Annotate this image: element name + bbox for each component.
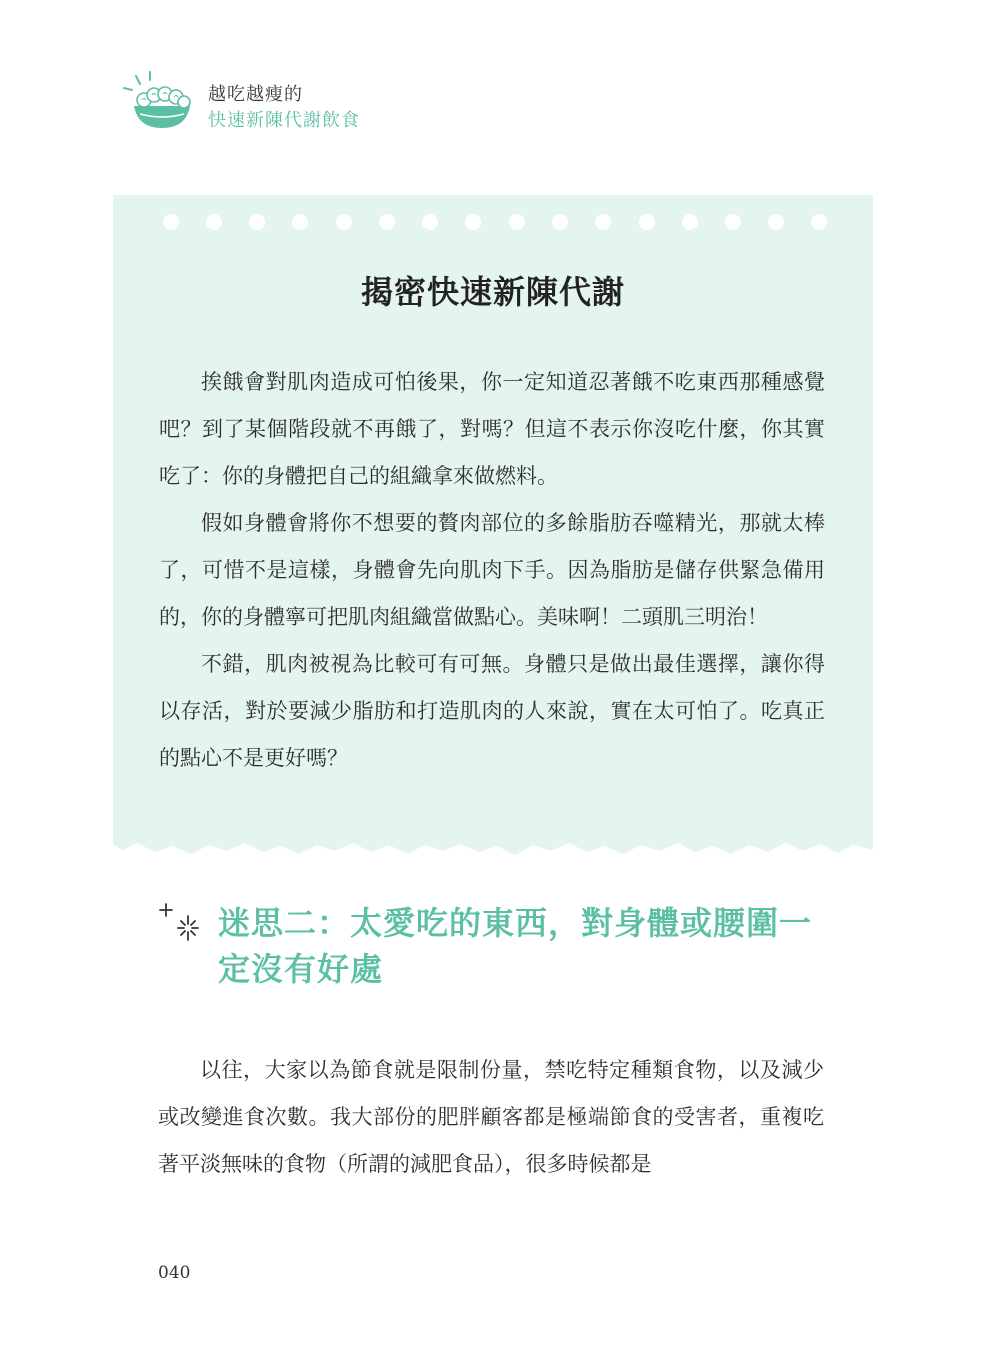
sparkle-icon (156, 902, 204, 948)
binder-hole (639, 214, 655, 230)
binder-hole (336, 214, 352, 230)
section-title: 迷思二：太愛吃的東西，對身體或腰圍一定沒有好處 (218, 904, 813, 988)
salad-bowl-icon (120, 70, 200, 132)
note-paragraph: 不錯，肌肉被視為比較可有可無。身體只是做出最佳選擇，讓你得以存活，對於要減少脂肪和打造肌肉的人來說，實在太可怕了。吃真正的點心不是更好嗎？ (159, 652, 825, 770)
binder-hole (379, 214, 395, 230)
binder-hole (163, 214, 179, 230)
section-heading (156, 900, 836, 1000)
body-paragraph: 以往，大家以為節食就是限制份量，禁吃特定種類食物，以及減少或改變進食次數。我大部份的肥胖顧客都是極端節食的受害者，重複吃著平淡無味的食物（所謂的減肥食品），很多時候都是 (158, 1058, 824, 1176)
binder-hole (249, 214, 265, 230)
binder-hole (682, 214, 698, 230)
binder-hole (206, 214, 222, 230)
page-number: 040 (158, 1263, 191, 1283)
binder-hole (811, 214, 827, 230)
binder-hole (595, 214, 611, 230)
binder-holes (163, 214, 829, 232)
sidebar-note-box (113, 195, 873, 863)
note-body (159, 359, 825, 782)
binder-hole (552, 214, 568, 230)
binder-hole (768, 214, 784, 230)
running-header (120, 70, 440, 140)
binder-hole (422, 214, 438, 230)
binder-hole (292, 214, 308, 230)
main-body-text (158, 1047, 824, 1188)
book-title-line1: 越吃越瘦的 (208, 84, 303, 105)
book-title-line2: 快速新陳代謝飲食 (208, 110, 360, 131)
note-paragraph: 假如身體會將你不想要的贅肉部位的多餘脂肪吞噬精光，那就太棒了，可惜不是這樣，身體會先向肌肉下手。因為脂肪是儲存供緊急備用的，你的身體寧可把肌肉組織當做點心。美味啊！二頭肌三明治！ (159, 511, 825, 629)
binder-hole (725, 214, 741, 230)
binder-hole (465, 214, 481, 230)
note-title: 揭密快速新陳代謝 (360, 273, 625, 311)
binder-hole (509, 214, 525, 230)
note-paragraph: 挨餓會對肌肉造成可怕後果，你一定知道忍著餓不吃東西那種感覺吧？到了某個階段就不再餓了，對嗎？但這不表示你沒吃什麼，你其實吃了：你的身體把自己的組織拿來做燃料。 (159, 370, 825, 488)
